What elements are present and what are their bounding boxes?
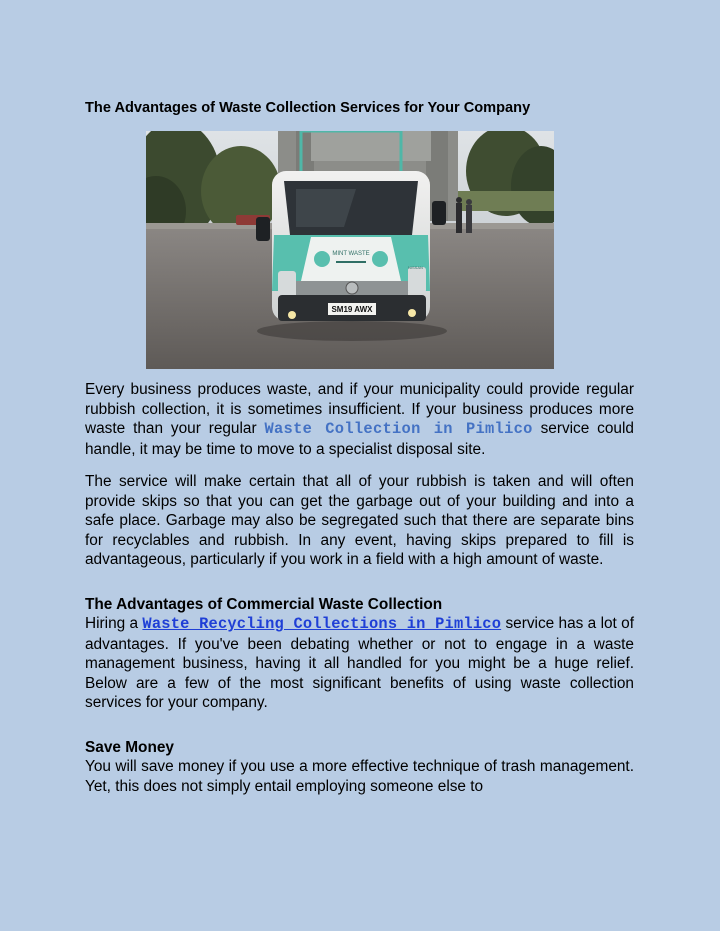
- truck-license-plate: SM19 AWX: [331, 305, 373, 314]
- paragraph-intro-text-end: service could handle, it may be time to move to a specialist disposal site.: [85, 420, 634, 458]
- paragraph-advantages-text-end: service has a lot of advantages. If you've been debating whether or not to engage in a waste management business, having it all handled for you might be a huge relief. Below are a few of the most significant benefits of using waste collection services for your company.: [85, 615, 634, 711]
- paragraph-advantages: [85, 614, 634, 713]
- page-title: The Advantages of Waste Collection Services for Your Company: [85, 100, 531, 116]
- paragraph-save-money: You will save money if you use a more effective technique of trash management. Yet, this does not simply entail employing someone else to: [85, 758, 634, 795]
- waste-recycling-collections-pimlico-link[interactable]: Waste Recycling Collections in Pimlico: [142, 615, 502, 633]
- paragraph-advantages-text: Hiring a: [85, 615, 143, 632]
- truck-logo-text: MINT WASTE: [332, 251, 370, 257]
- article-body: [85, 380, 634, 809]
- paragraph-intro: [85, 380, 634, 459]
- paragraph-service: The service will make certain that all of your rubbish is taken and will often provide skips so that you can get the garbage out of your building and into a safe place. Garbage may also be segregated such that there are separate bins for recyclables and rubbish. In any event, having skips prepared to fill is advantageous, particularly if you work in a field with a high amount of waste.: [85, 473, 634, 568]
- section-heading-advantages: The Advantages of Commercial Waste Collection: [85, 595, 443, 613]
- truck-badge-text: NISSAN: [408, 265, 423, 270]
- paragraph-intro-text: Every business produces waste, and if your municipality could provide regular rubbish collection, it is sometimes insufficient. If your business produces more waste than your regular: [85, 381, 634, 437]
- truck-photo: [146, 131, 554, 369]
- section-heading-save-money: Save Money: [85, 738, 174, 756]
- waste-collection-pimlico-link[interactable]: Waste Collection in Pimlico: [264, 420, 533, 438]
